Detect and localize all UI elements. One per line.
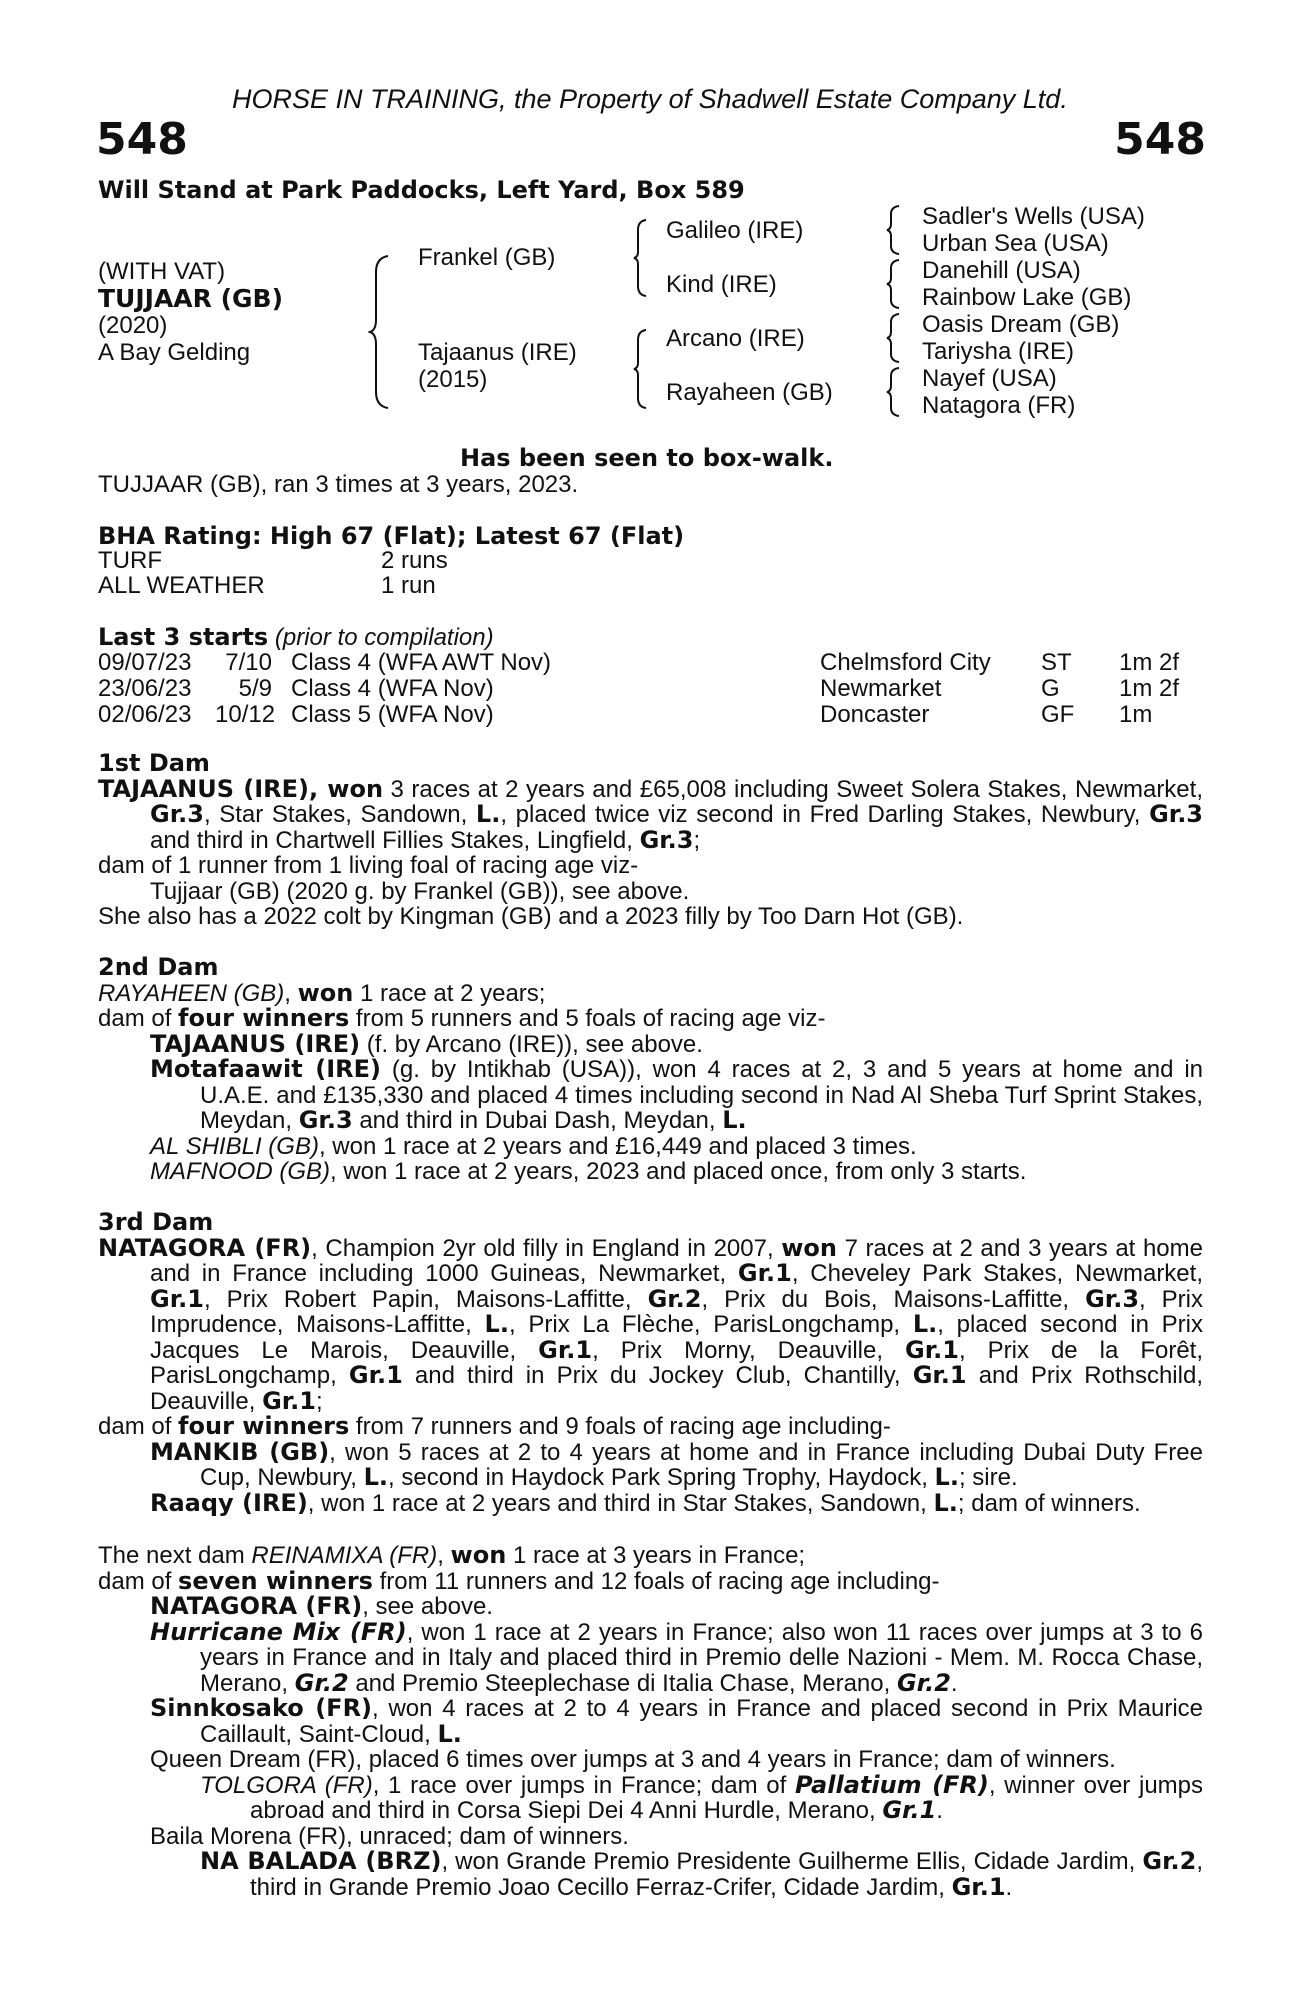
start-date: 02/06/23: [98, 701, 192, 728]
next-dam-progeny-2: Hurricane Mix (FR), won 1 race at 2 years in France; also won 11 races over jumps at 3 to 6 years in France and in Italy and placed third in Premio delle Nazioni - Mem. M. Rocca Chase, Merano, Gr.2 and Premio Steeplechase di Italia Chase, Merano, Gr.2.: [150, 1617, 1204, 1697]
start-race: Class 4 (WFA Nov): [291, 675, 494, 702]
race-record-summary: TUJJAAR (GB), ran 3 times at 3 years, 2023.: [98, 471, 579, 498]
pedigree-g3-6: Tariysha (IRE): [922, 338, 1075, 365]
third-dam-progeny-2: Raaqy (IRE), won 1 race at 2 years and third in Star Stakes, Sandown, L.; dam of winners.: [150, 1488, 1141, 1517]
third-dam-heading: 3rd Dam: [98, 1208, 214, 1236]
start-date: 09/07/23: [98, 649, 192, 676]
second-dam-progeny-3: AL SHIBLI (GB), won 1 race at 2 years and £16,449 and placed 3 times.: [150, 1132, 917, 1160]
horse-description: A Bay Gelding: [98, 339, 251, 366]
start-race: Class 4 (WFA AWT Nov): [291, 649, 552, 676]
page-header: HORSE IN TRAINING, the Property of Shadwell Estate Company Ltd.: [232, 84, 1068, 114]
pedigree-brace-g1: [885, 204, 903, 256]
bha-rating-heading: BHA Rating: High 67 (Flat); Latest 67 (Flat): [98, 522, 685, 550]
pedigree-g3-1: Sadler's Wells (USA): [922, 203, 1145, 230]
pedigree-brace-dam: [632, 328, 650, 410]
start-distance: 1m 2f: [1119, 649, 1180, 676]
horse-name: TUJJAAR (GB): [98, 284, 284, 313]
start-distance: 1m 2f: [1119, 675, 1180, 702]
pedigree-sire-dam: Kind (IRE): [666, 271, 777, 298]
second-dam-section: [98, 955, 1203, 1185]
pedigree-brace-main: [368, 254, 392, 410]
pedigree-brace-g3: [885, 312, 903, 364]
start-distance: 1m: [1119, 701, 1153, 728]
next-dam-section: [98, 1543, 1203, 1900]
next-dam-progeny-1: NATAGORA (FR), see above.: [150, 1592, 493, 1620]
first-dam-name: TAJAANUS (IRE): [98, 774, 309, 803]
pedigree-g3-5: Oasis Dream (GB): [922, 311, 1120, 338]
first-dam-heading: 1st Dam: [98, 749, 210, 777]
start-going: GF: [1041, 701, 1075, 728]
next-dam-progeny-4: Queen Dream (FR), placed 6 times over jumps at 3 and 4 years in France; dam of winners.: [150, 1746, 1116, 1773]
third-dam-produce: dam of four winners from 7 runners and 9 foals of racing age including-: [98, 1412, 891, 1440]
second-dam-record: RAYAHEEN (GB), won 1 race at 2 years;: [98, 978, 546, 1007]
third-dam-progeny-1: MANKIB (GB), won 5 races at 2 to 4 years at home and in France including Dubai Duty Free Cup, Newbury, L., second in Haydock Park Spring Trophy, Haydock, L.; sire.: [150, 1437, 1203, 1491]
last-starts-heading-line: [98, 624, 494, 651]
next-dam-progeny-5: Baila Morena (FR), unraced; dam of winners.: [150, 1822, 629, 1850]
start-position: 5/9: [238, 675, 272, 702]
first-dam-also: She also has a 2022 colt by Kingman (GB) and a 2023 filly by Too Darn Hot (GB).: [98, 903, 964, 930]
pedigree-brace-g2: [885, 258, 903, 310]
third-dam-record: NATAGORA (FR), Champion 2yr old filly in England in 2007, won 7 races at 2 and 3 years at home and in France including 1000 Guineas, Newmarket, Gr.1, Cheveley Park Stakes, Newmarket, Gr.1, Prix Robert Papin, Maisons-Laffitte, Gr.2, Prix du Bois, Maisons-Laffitte, Gr.3, Prix Imprudence, Maisons-Laffitte, L., Prix La Flèche, ParisLongchamp, L., placed second in Prix Jacques Le Marois, Deauville, Gr.1, Prix Morny, Deauville, Gr.1, Prix de la Forêt, ParisLongchamp, Gr.1 and third in Prix du Jockey Club, Chantilly, Gr.1 and Prix Rothschild, Deauville, Gr.1;: [98, 1233, 1204, 1415]
pedigree-sire: Frankel (GB): [418, 244, 556, 271]
vat-note: (WITH VAT): [98, 258, 226, 285]
next-dam-grandprogeny-2: NA BALADA (BRZ), won Grande Premio Presidente Guilherme Ellis, Cidade Jardim, Gr.2, third in Grande Premio Joao Cecillo Ferraz-Crifer, Cidade Jardim, Gr.1.: [200, 1847, 1203, 1901]
lot-number-left: 548: [96, 114, 188, 165]
boxwalk-note: Has been seen to box-walk.: [460, 444, 834, 472]
first-dam-runners: dam of 1 runner from 1 living foal of racing age viz-: [98, 852, 639, 879]
pedigree-dam-sire: Arcano (IRE): [666, 325, 805, 352]
last-starts-heading: Last 3 starts: [98, 623, 269, 651]
horse-year: (2020): [98, 312, 168, 339]
rating-surface-aw: ALL WEATHER: [98, 572, 265, 599]
start-position: 10/12: [215, 701, 276, 728]
pedigree-sire-sire: Galileo (IRE): [666, 217, 804, 244]
third-dam-section: [98, 1210, 1203, 1516]
second-dam-progeny-2: Motafaawit (IRE) (g. by Intikhab (USA)), won 4 races at 2, 3 and 5 years at home and in U.A.E. and £135,330 and placed 4 times including second in Nad Al Sheba Turf Sprint Stakes, Meydan, Gr.3 and third in Dubai Dash, Meydan, L.: [150, 1055, 1203, 1134]
pedigree-dam-year: (2015): [418, 366, 488, 393]
pedigree-g3-7: Nayef (USA): [922, 365, 1057, 392]
pedigree-brace-g4: [885, 366, 903, 418]
pedigree-g3-8: Natagora (FR): [922, 392, 1076, 419]
rating-runs-turf: 2 runs: [381, 547, 448, 574]
second-dam-progeny-4: MAFNOOD (GB), won 1 race at 2 years, 2023 and placed once, from only 3 starts.: [150, 1158, 1027, 1185]
start-course: Newmarket: [820, 675, 942, 702]
second-dam-produce: dam of four winners from 5 runners and 5 foals of racing age viz-: [98, 1004, 826, 1032]
start-course: Chelmsford City: [820, 649, 991, 676]
first-dam-record: TAJAANUS (IRE), won 3 races at 2 years and £65,008 including Sweet Solera Stakes, Newmarket, Gr.3, Star Stakes, Sandown, L., placed twice viz second in Fred Darling Stakes, Newbury, Gr.3 and third in Chartwell Fillies Stakes, Lingfield, Gr.3;: [98, 774, 1204, 854]
start-race: Class 5 (WFA Nov): [291, 701, 494, 728]
next-dam-record: The next dam REINAMIXA (FR), won 1 race at 3 years in France;: [98, 1541, 806, 1569]
pedigree-dam-dam: Rayaheen (GB): [666, 379, 833, 406]
next-dam-produce: dam of seven winners from 11 runners and 12 foals of racing age including-: [98, 1566, 940, 1595]
second-dam-progeny-1: TAJAANUS (IRE) (f. by Arcano (IRE)), see above.: [150, 1029, 703, 1058]
pedigree-brace-sire: [632, 218, 650, 298]
start-going: G: [1041, 675, 1060, 702]
first-dam-won: ,: [308, 774, 328, 803]
lot-number-right: 548: [1114, 114, 1206, 165]
pedigree-g3-4: Rainbow Lake (GB): [922, 284, 1132, 311]
start-date: 23/06/23: [98, 675, 192, 702]
pedigree-g3-3: Danehill (USA): [922, 257, 1081, 284]
stabling-location: Will Stand at Park Paddocks, Left Yard, Box 589: [98, 176, 745, 204]
second-dam-heading: 2nd Dam: [98, 953, 219, 981]
start-position: 7/10: [225, 649, 272, 676]
rating-surface-turf: TURF: [98, 547, 162, 574]
first-dam-foal: Tujjaar (GB) (2020 g. by Frankel (GB)), see above.: [150, 877, 690, 905]
next-dam-grandprogeny-1: TOLGORA (FR), 1 race over jumps in France; dam of Pallatium (FR), winner over jumps abroad and third in Corsa Siepi Dei 4 Anni Hurdle, Merano, Gr.1.: [200, 1770, 1203, 1824]
first-dam-section: [98, 751, 1203, 930]
start-going: ST: [1041, 649, 1072, 676]
last-starts-note: (prior to compilation): [274, 624, 494, 651]
start-course: Doncaster: [820, 701, 930, 728]
rating-runs-aw: 1 run: [381, 572, 436, 599]
pedigree-dam: Tajaanus (IRE): [418, 339, 577, 366]
pedigree-g3-2: Urban Sea (USA): [922, 230, 1109, 257]
next-dam-progeny-3: Sinnkosako (FR), won 4 races at 2 to 4 years in France and placed second in Prix Maurice Caillault, Saint-Cloud, L.: [150, 1694, 1204, 1748]
